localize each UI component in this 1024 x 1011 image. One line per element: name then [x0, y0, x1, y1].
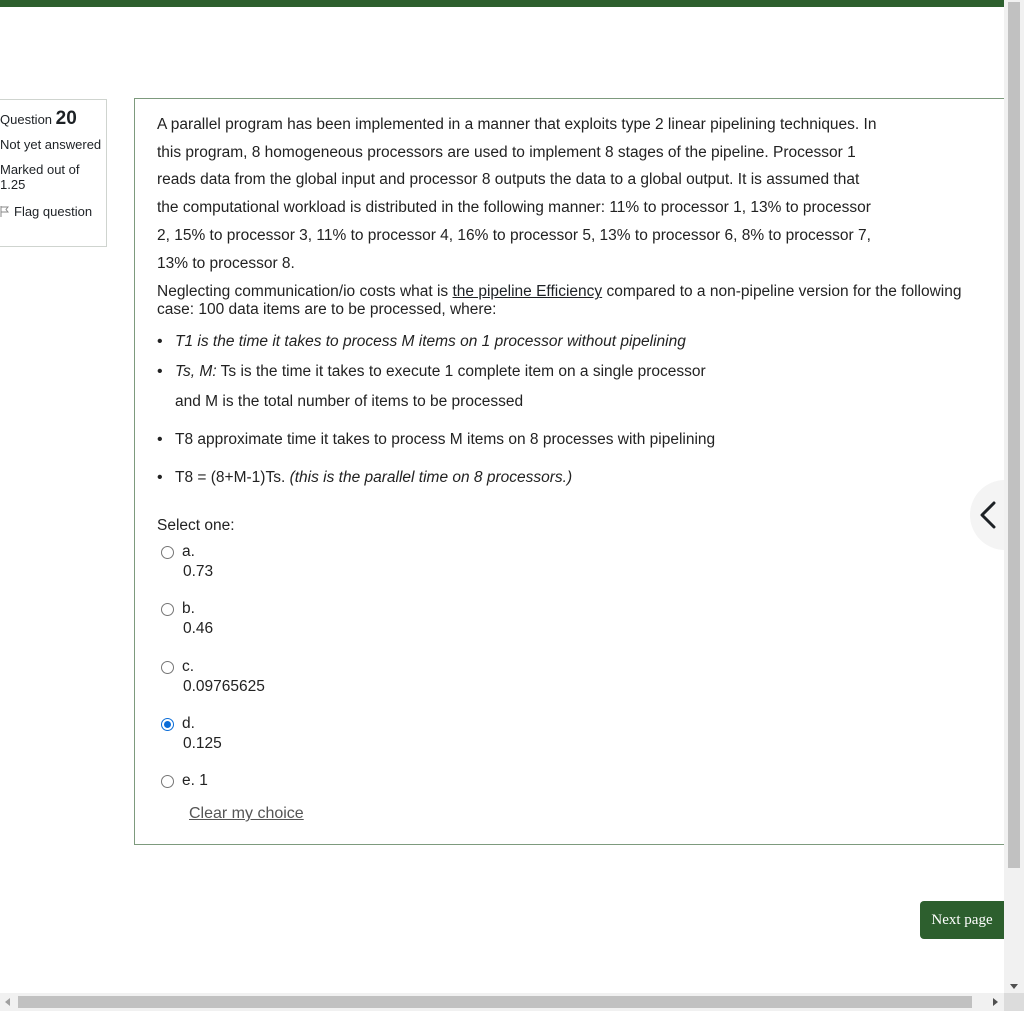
bullet-3-text: T8 approximate time it takes to process M items on 8 processes with pipelining [175, 431, 716, 449]
next-page-button[interactable]: Next page [920, 901, 1004, 939]
option-letter: c. [182, 658, 195, 675]
bullet-1-text: T1 is the time it takes to process M items on 1 processor without pipelining [175, 333, 686, 351]
list-item [157, 327, 987, 357]
question-state: Not yet answered [0, 137, 102, 152]
definition-list [157, 327, 987, 493]
option-letter: e. 1 [182, 772, 208, 789]
radio-e[interactable] [161, 775, 174, 788]
answer-option-d[interactable] [161, 715, 222, 753]
scroll-right-arrow-icon[interactable] [993, 998, 998, 1006]
answer-option-b[interactable] [161, 600, 213, 638]
list-item [157, 425, 987, 455]
horizontal-scrollbar[interactable] [0, 993, 1004, 1011]
question-grade: Marked out of 1.25 [0, 162, 80, 192]
question-paragraph-2 [157, 283, 987, 319]
question-number [0, 108, 106, 130]
question-paragraph-1: A parallel program has been implemented in a manner that exploits type 2 linear pipelining techniques. In this program, 8 homogeneous processors are used to implement 8 stages of the pipeline. Processor 1 reads data from the global input and processor 8 outputs the data to a global output. It is assumed that the computational workload is distributed in the following manner: 11% to processor 1, 13% to processor 2, 15% to processor 3, 11% to processor 4, 16% to processor 5, 13% to processor 6, 8% to processor 7, 13% to processor 8. [157, 116, 877, 272]
radio-c[interactable] [161, 661, 174, 674]
flag-question-link[interactable] [0, 204, 106, 219]
answer-option-e[interactable] [161, 772, 208, 790]
clear-choice-link[interactable]: Clear my choice [189, 805, 304, 822]
bullet-2-text: Ts is the time it takes to execute 1 complete item on a single processor [216, 363, 706, 381]
question-number-value: 20 [55, 108, 77, 129]
vertical-scrollbar-thumb[interactable] [1008, 2, 1020, 868]
list-item [157, 463, 987, 493]
scroll-down-arrow-icon[interactable] [1010, 984, 1018, 989]
option-letter: d. [182, 715, 195, 732]
chevron-left-icon [978, 500, 998, 530]
flag-question-label: Flag question [14, 204, 93, 219]
option-value: 0.46 [183, 620, 214, 637]
option-letter: a. [182, 543, 195, 560]
radio-b[interactable] [161, 603, 174, 616]
answer-option-c[interactable] [161, 658, 265, 696]
question-paragraph-2-start: Neglecting communication/io costs what is [157, 283, 453, 301]
question-paragraph-2-end: compared to a non-pipeline version for the following case: 100 data items are to be processed, where: [157, 283, 962, 319]
question-label: Question [0, 112, 53, 127]
option-value: 0.73 [183, 563, 214, 580]
vertical-scrollbar[interactable] [1004, 0, 1024, 993]
bullet-2-continuation: and M is the total number of items to be processed [175, 393, 524, 411]
scrollbar-corner [1004, 993, 1024, 1011]
answer-option-a[interactable] [161, 543, 213, 581]
option-value: 0.09765625 [183, 678, 265, 695]
option-letter: b. [182, 600, 195, 617]
scroll-left-arrow-icon[interactable] [5, 998, 10, 1006]
top-brand-bar [0, 0, 1004, 7]
question-content [134, 98, 1006, 845]
question-text [157, 111, 987, 493]
bullet-4-text: T8 = (8+M-1)Ts. [175, 469, 290, 487]
pipeline-efficiency-link[interactable]: the pipeline Efficiency [452, 283, 603, 301]
list-item [157, 357, 987, 417]
radio-a[interactable] [161, 546, 174, 559]
question-info-panel [0, 99, 107, 247]
flag-icon [0, 206, 9, 217]
radio-d[interactable] [161, 718, 174, 731]
horizontal-scrollbar-thumb[interactable] [18, 996, 972, 1008]
select-one-label: Select one: [157, 517, 235, 534]
bullet-2-term: Ts, M: [175, 363, 217, 381]
option-value: 0.125 [183, 735, 222, 752]
bullet-4-note: (this is the parallel time on 8 processors.) [289, 469, 573, 487]
